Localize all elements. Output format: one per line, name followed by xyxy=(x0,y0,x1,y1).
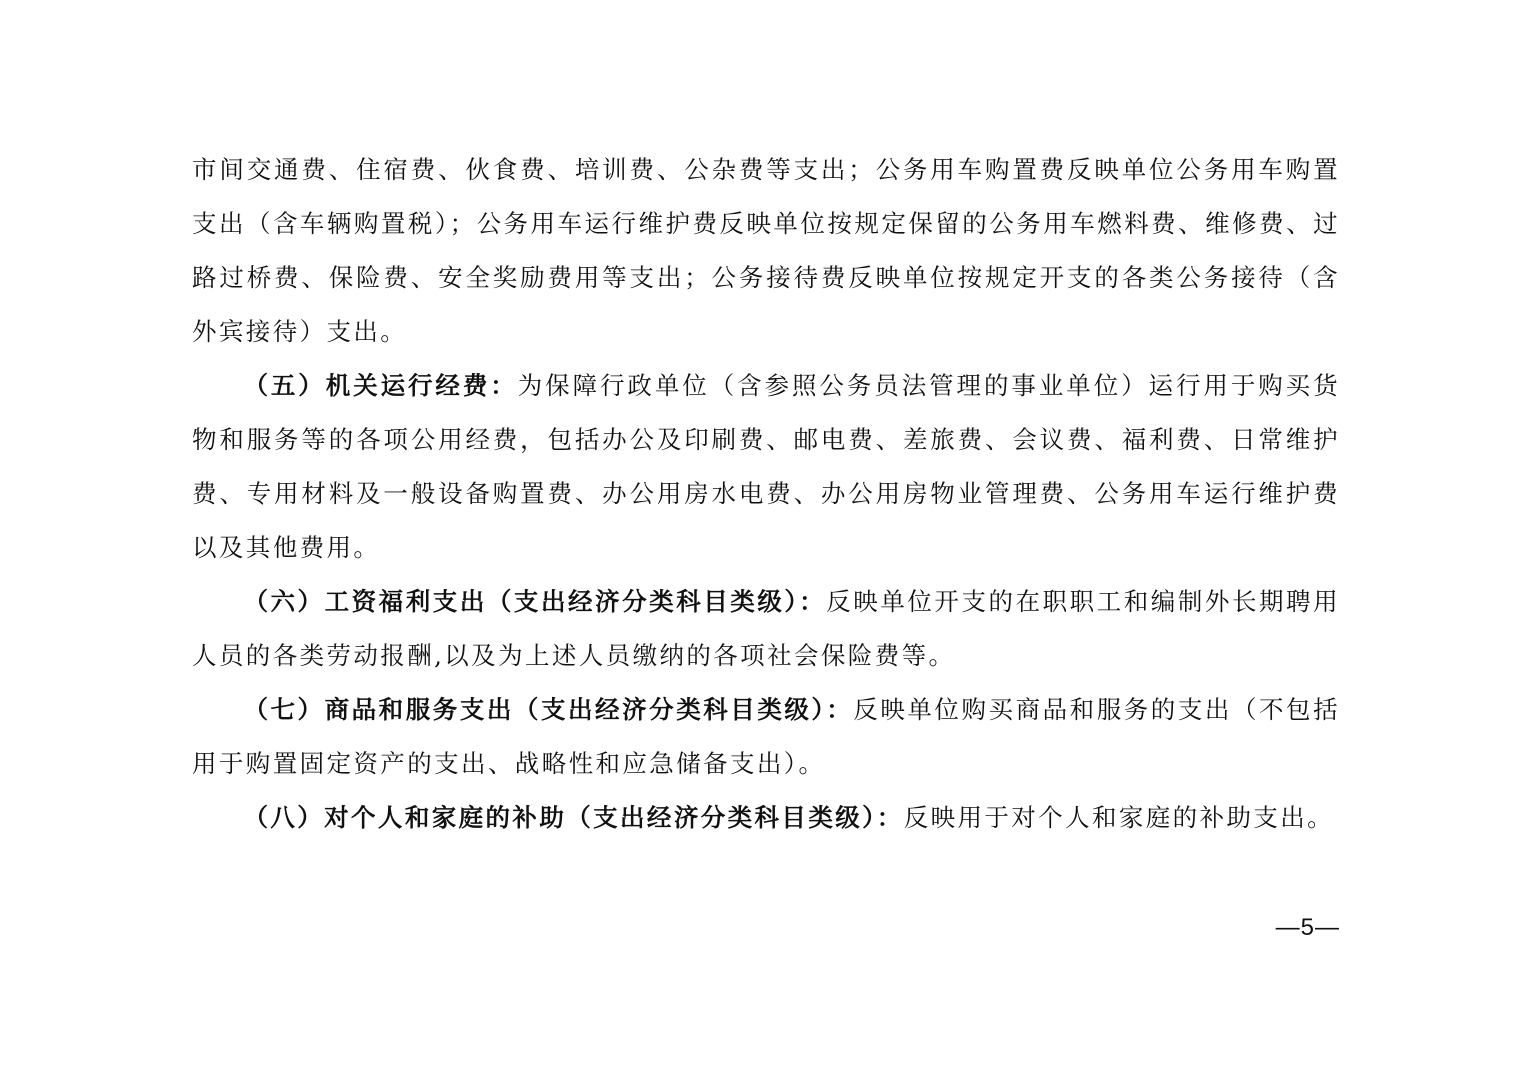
paragraph-text: 反映用于对个人和家庭的补助支出。 xyxy=(903,803,1335,832)
page-number: —5— xyxy=(1275,914,1340,941)
paragraph-section-6 xyxy=(192,575,1340,683)
section-heading: （八）对个人和家庭的补助（支出经济分类科目类级）： xyxy=(243,803,904,832)
section-heading: （六）工资福利支出（支出经济分类科目类级）： xyxy=(243,587,827,616)
section-heading: （七）商品和服务支出（支出经济分类科目类级）： xyxy=(243,695,854,724)
paragraph-text: 反映单位购买商品和服务的支出（不包括用于购置固定资产的支出、战略性和应急储备支出）。 xyxy=(192,695,1340,778)
document-body xyxy=(192,143,1340,845)
paragraph-section-7 xyxy=(192,683,1340,791)
paragraph-section-8 xyxy=(192,791,1340,845)
paragraph-text: 市间交通费、住宿费、伙食费、培训费、公杂费等支出；公务用车购置费反映单位公务用车购置支出（含车辆购置税）；公务用车运行维护费反映单位按规定保留的公务用车燃料费、维修费、过路过桥费、保险费、安全奖励费用等支出；公务接待费反映单位按规定开支的各类公务接待（含外宾接待）支出。 xyxy=(192,155,1340,346)
paragraph-text: 反映单位开支的在职职工和编制外长期聘用人员的各类劳动报酬,以及为上述人员缴纳的各项社会保险费等。 xyxy=(192,587,1340,670)
section-heading: （五）机关运行经费： xyxy=(243,371,518,400)
paragraph-section-5 xyxy=(192,359,1340,575)
paragraph-text: 为保障行政单位（含参照公务员法管理的事业单位）运行用于购买货物和服务等的各项公用经费，包括办公及印刷费、邮电费、差旅费、会议费、福利费、日常维护费、专用材料及一般设备购置费、办公用房水电费、办公用房物业管理费、公务用车运行维护费以及其他费用。 xyxy=(192,371,1341,562)
paragraph-continued xyxy=(192,143,1340,359)
